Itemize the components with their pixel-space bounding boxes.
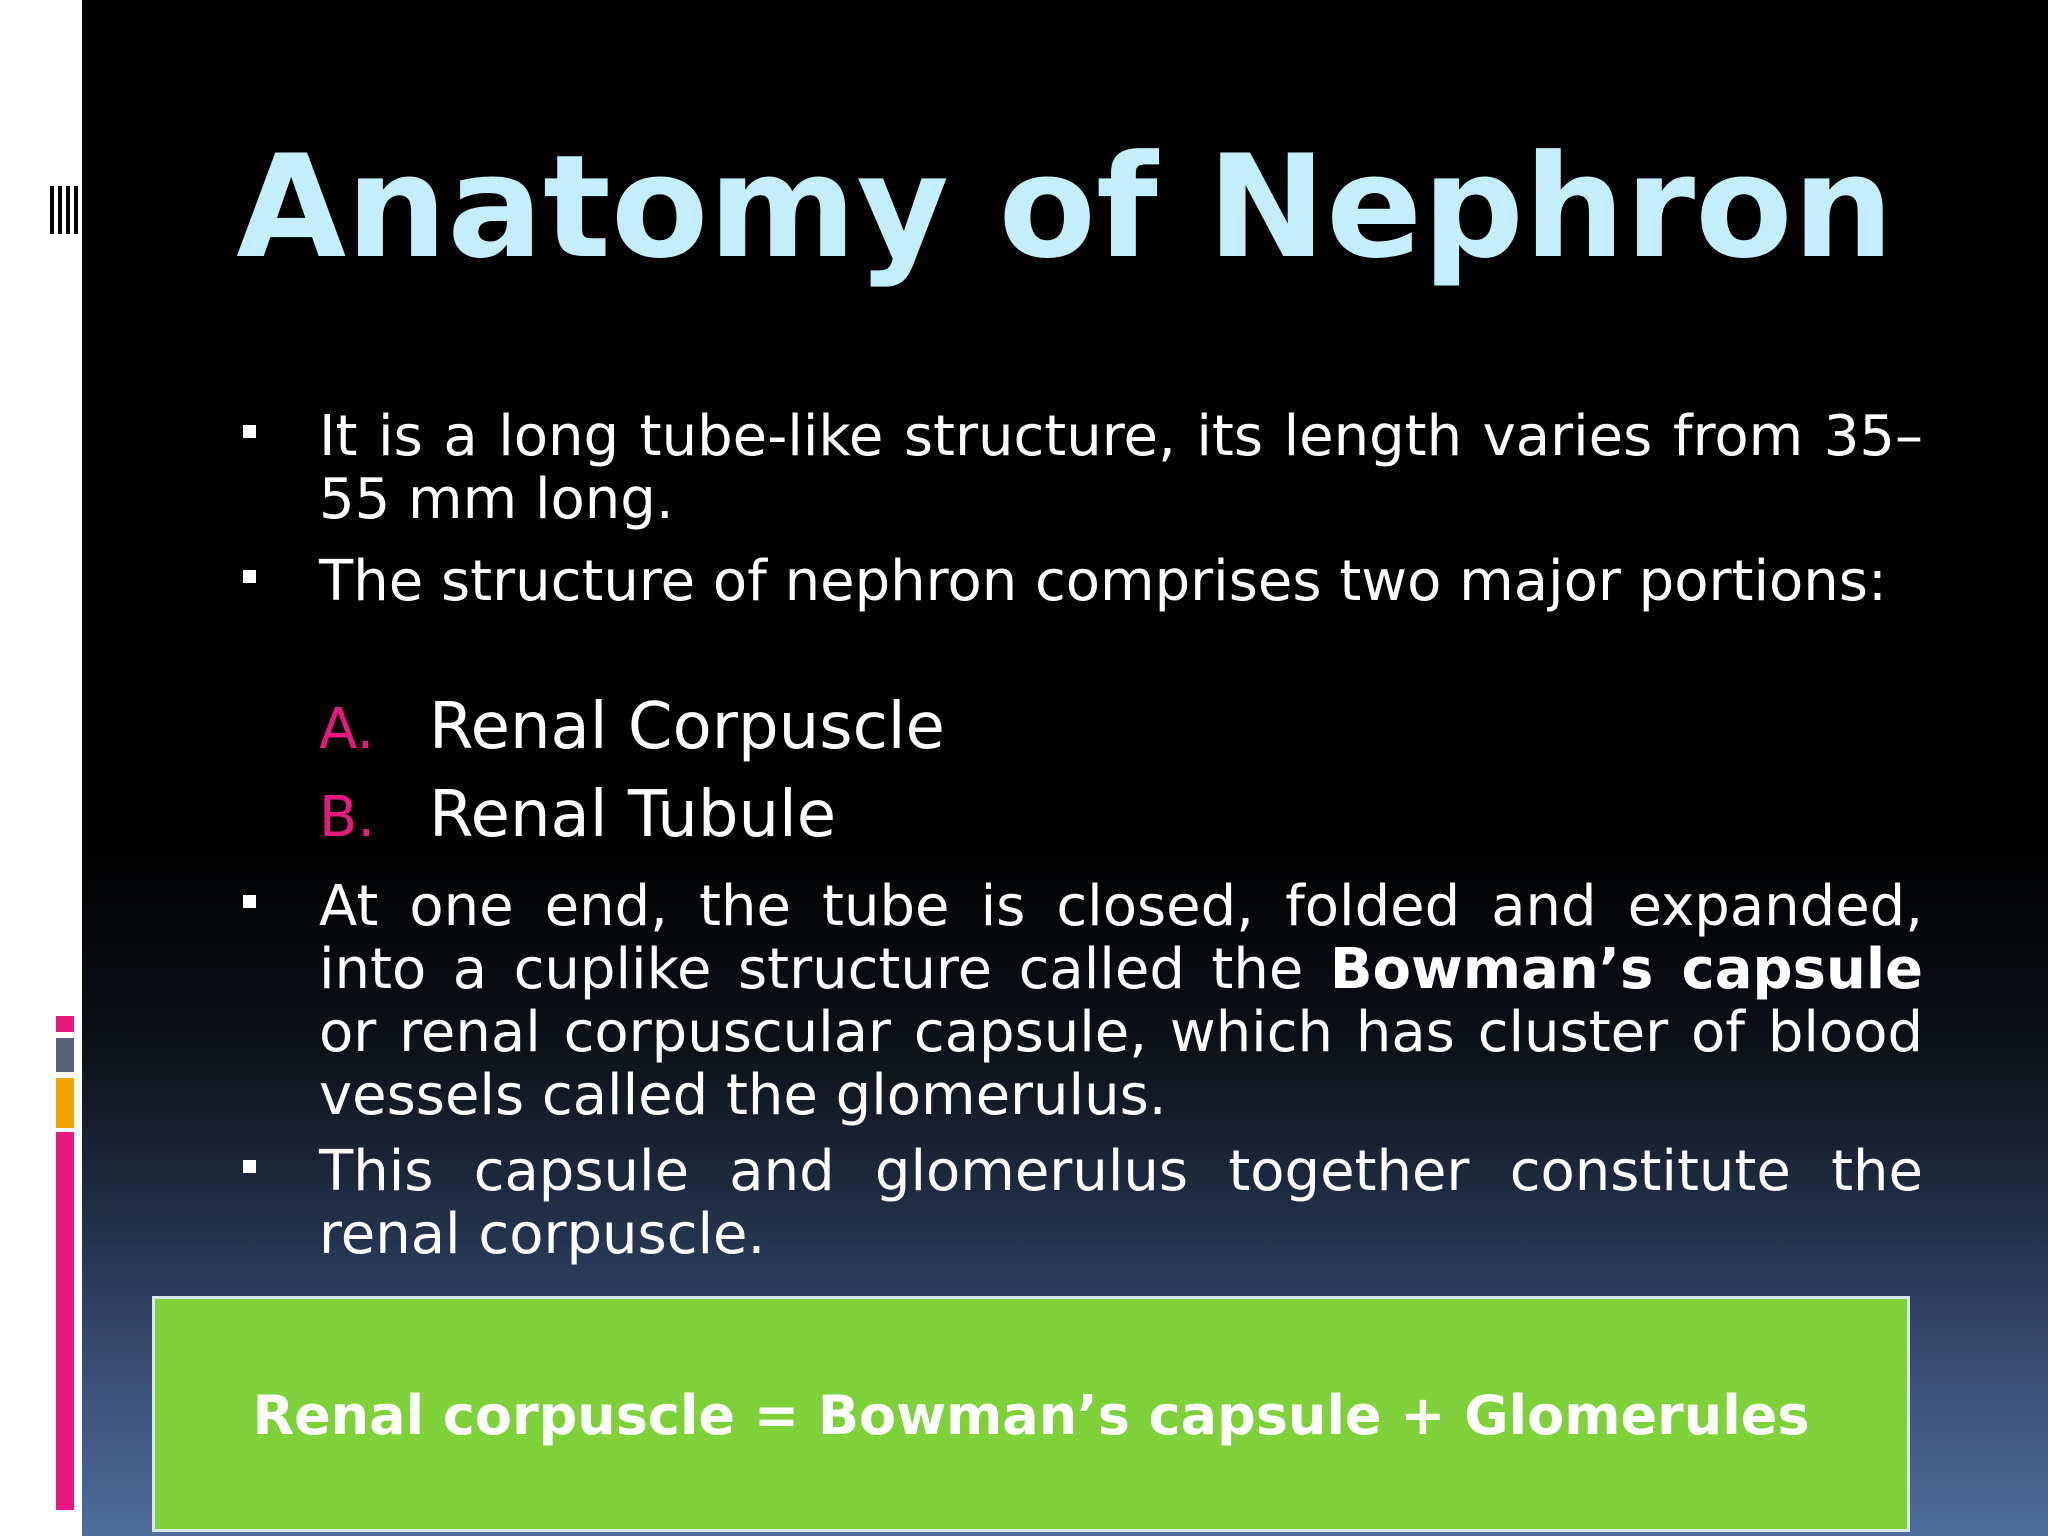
sub-item-label: Renal Corpuscle bbox=[429, 690, 945, 764]
sub-item-letter: B. bbox=[319, 785, 376, 850]
decorative-stripes bbox=[50, 186, 80, 234]
bullet-text bbox=[319, 875, 1923, 1127]
bullet-marker-icon bbox=[243, 570, 256, 583]
accent-bar-slate bbox=[56, 1038, 74, 1072]
accent-bar-pink-top bbox=[56, 1016, 74, 1032]
sub-item-label: Renal Tubule bbox=[429, 778, 837, 852]
sub-item bbox=[319, 775, 836, 858]
bullet-text-bold: Bowman’s capsule bbox=[1329, 937, 1923, 1002]
slide-title: Anatomy of Nephron bbox=[236, 125, 1894, 290]
callout-box bbox=[152, 1296, 1910, 1532]
bullet-marker-icon bbox=[243, 1160, 256, 1173]
bullet-marker-icon bbox=[243, 425, 256, 438]
sub-item bbox=[319, 687, 945, 770]
accent-bar-pink bbox=[56, 1132, 74, 1510]
bullet-text: This capsule and glomerulus together constitute the renal corpuscle. bbox=[319, 1139, 1923, 1267]
bullet-text: The structure of nephron comprises two major portions: bbox=[319, 549, 1887, 614]
bullet-marker-icon bbox=[243, 895, 256, 908]
bullet-text-part: or renal corpuscular capsule, which has cluster of blood vessels called the glomerulus. bbox=[319, 1000, 1923, 1128]
bullet-text-part: At one end, the tube is closed, folded and expanded, into a cuplike structure called the bbox=[319, 874, 1923, 1002]
bullet-text: It is a long tube-like structure, its length varies from 35–55 mm long. bbox=[319, 404, 1923, 532]
accent-bar-orange bbox=[56, 1078, 74, 1128]
sub-item-letter: A. bbox=[319, 697, 375, 762]
callout-text: Renal corpuscle = Bowman’s capsule + Glomerules bbox=[252, 1384, 1810, 1447]
